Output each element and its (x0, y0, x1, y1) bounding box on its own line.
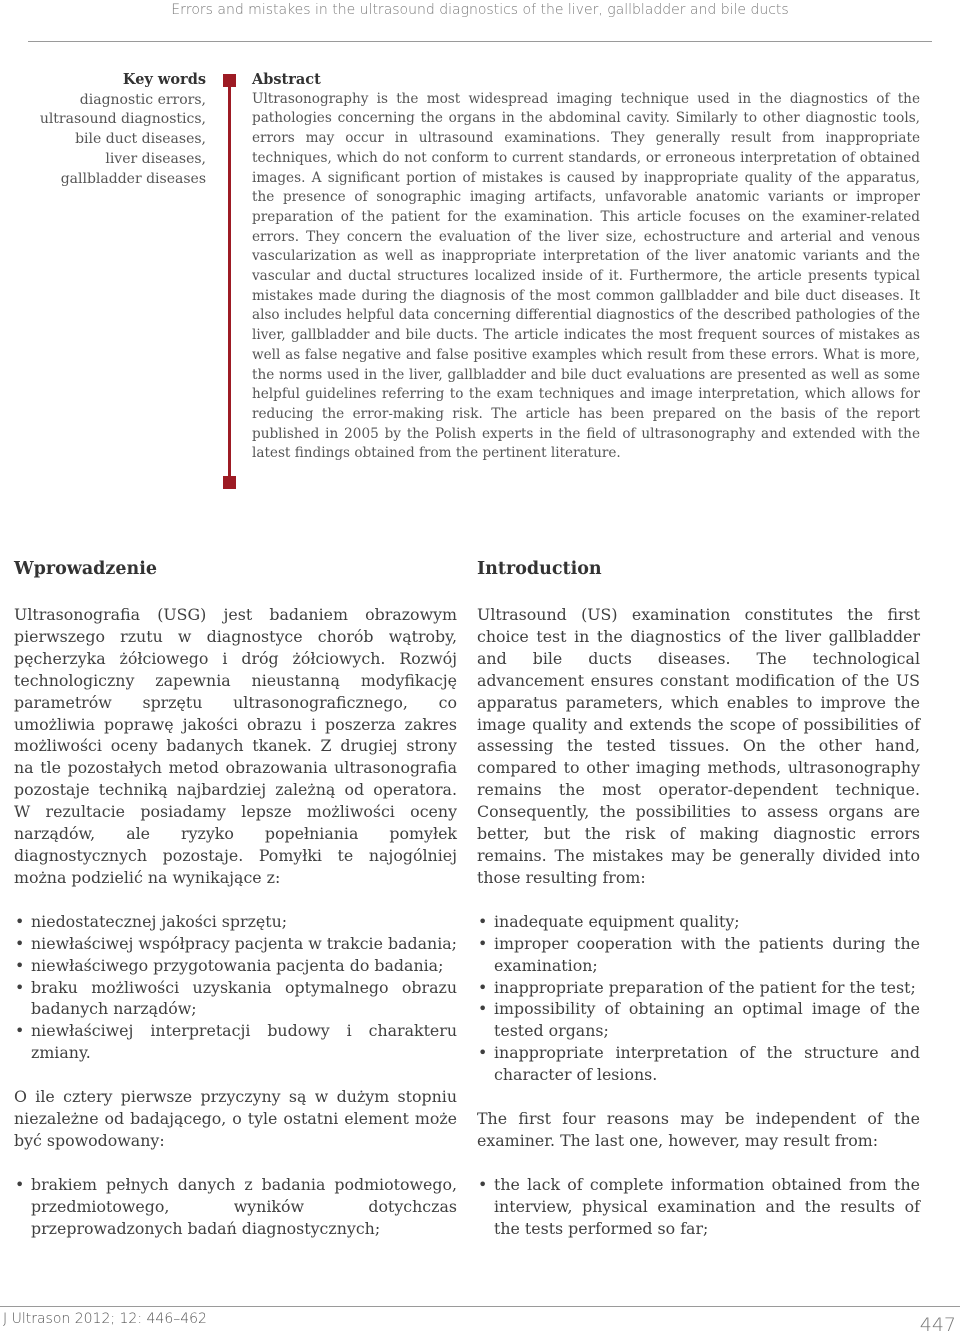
paragraph: O ile cztery pierwsze przyczyny są w dużym stopniu niezależne od badającego, o tyle ostatni element może być spowodowany: (14, 1087, 457, 1150)
bullet-list (477, 911, 920, 1086)
keyword-item: diagnostic errors, (79, 91, 206, 108)
list-item: • the lack of complete information obtained from the interview, physical examination and the results of the tests performed so far; (477, 1174, 920, 1240)
section-heading-english: Introduction (477, 559, 602, 579)
list-item: • braku możliwości uzyskania optymalnego obrazu badanych narządów; (14, 977, 457, 1021)
running-title: Errors and mistakes in the ultrasound diagnostics of the liver, gallbladder and bile ducts (171, 2, 789, 18)
keyword-item: bile duct diseases, (75, 131, 206, 148)
abstract-block (252, 70, 920, 464)
list-item: • niewłaściwej współpracy pacjenta w trakcie badania; (14, 933, 457, 955)
bullet-list (14, 1174, 457, 1240)
accent-square-bottom (223, 476, 236, 489)
list-item: • inappropriate interpretation of the structure and character of lesions. (477, 1042, 920, 1086)
journal-citation: J Ultrason 2012; 12: 446–462 (3, 1311, 207, 1327)
list-item: • niewłaściwej interpretacji budowy i charakteru zmiany. (14, 1020, 457, 1064)
accent-divider-line (228, 77, 231, 482)
list-item: • niewłaściwego przygotowania pacjenta do badania; (14, 955, 457, 977)
bullet-list (477, 1174, 920, 1240)
english-column (477, 558, 920, 1262)
list-item: • niedostatecznej jakości sprzętu; (14, 911, 457, 933)
abstract-text: Ultrasonography is the most widespread imaging technique used in the diagnostics of the pathologies concerning the organs in the abdominal cavity. Similarly to other diagnostic tools, errors may occur in ultrasound examinations. They generally result from inappropriate techniques, which do not conform to current standards, or erroneous interpretation of obtained images. A significant portion of mistakes is caused by inappropriate quality of the apparatus, the presence of sonographic imaging artifacts, unfavorable anatomic variants or improper preparation of the patient for the examination. This article focuses on the examiner-related errors. They concern the evaluation of the liver size, echostructure and arterial and venous vascularization as well as inappropriate interpretation of the liver anatomic variants and the vascular and ductal structures localized inside of it. Furthermore, the article presents typical mistakes made during the diagnosis of the most common gallbladder and bile duct diseases. It also includes helpful data concerning differential diagnostics of the described pathologies of the liver, gallbladder and bile ducts. The article indicates the most frequent sources of mistakes as well as false negative and false positive examples which result from these errors. What is more, the norms used in the liver, gallbladder and bile duct evaluations are presented as well as some helpful guidelines referring to the exam techniques and image interpretation, which allows for reducing the error-making risk. The article has been prepared on the basis of the report published in 2005 by the Polish experts in the field of ultrasonography and extended with the latest findings obtained from the pertinent literature. (252, 90, 920, 462)
bullet-list (14, 911, 457, 1064)
list-item: • improper cooperation with the patients during the examination; (477, 933, 920, 977)
keywords-block (10, 70, 206, 189)
keyword-item: ultrasound diagnostics, (39, 111, 206, 128)
list-item: • inappropriate preparation of the patient for the test; (477, 977, 920, 999)
accent-square-top (223, 74, 236, 87)
paragraph: The first four reasons may be independent of the examiner. The last one, however, may result from: (477, 1109, 920, 1150)
abstract-title: Abstract (252, 71, 321, 88)
polish-column (14, 558, 457, 1262)
keyword-item: liver diseases, (105, 150, 206, 167)
footer-divider (0, 1306, 960, 1307)
keyword-item: gallbladder diseases (60, 170, 206, 187)
list-item: • impossibility of obtaining an optimal image of the tested organs; (477, 998, 920, 1042)
section-heading-polish: Wprowadzenie (14, 559, 157, 579)
list-item: • inadequate equipment quality; (477, 911, 920, 933)
keywords-title: Key words (122, 71, 206, 88)
header-divider (28, 41, 932, 42)
page-number: 447 (919, 1314, 956, 1336)
paragraph: Ultrasonografia (USG) jest badaniem obrazowym pierwszego rzutu w diagnostyce chorób wątroby, pęcherzyka żółciowego i dróg żółciowych. Rozwój technologiczny zapewnia nieustanną modyfikację parametrów sprzętu ultrasonograficznego, co umożliwia poprawę jakości obrazu i poszerza zakres możliwości oceny badanych tkanek. Z drugiej strony na tle pozostałych metod obrazowania ultrasonografia pozostaje techniką najbardziej zależną od operatora. W rezultacie posiadamy lepsze możliwości oceny narządów, ale ryzyko popełniania pomyłek diagnostycznych pozostaje. Pomyłki te najogólniej można podzielić na wynikające z: (14, 605, 457, 887)
list-item: • brakiem pełnych danych z badania podmiotowego, przedmiotowego, wyników dotychczas przeprowadzonych badań diagnostycznych; (14, 1174, 457, 1240)
paragraph: Ultrasound (US) examination constitutes the first choice test in the diagnostics of the liver gallbladder and bile ducts diseases. The technological advancement ensures constant modification of the US apparatus parameters, which enables to improve the image quality and extends the scope of possibilities of assessing the tested tissues. On the other hand, compared to other imaging methods, ultrasonography remains the most operator-dependent technique. Consequently, the possibilities to assess organs are better, but the risk of making diagnostic errors remains. The mistakes may be generally divided into those resulting from: (477, 605, 920, 887)
